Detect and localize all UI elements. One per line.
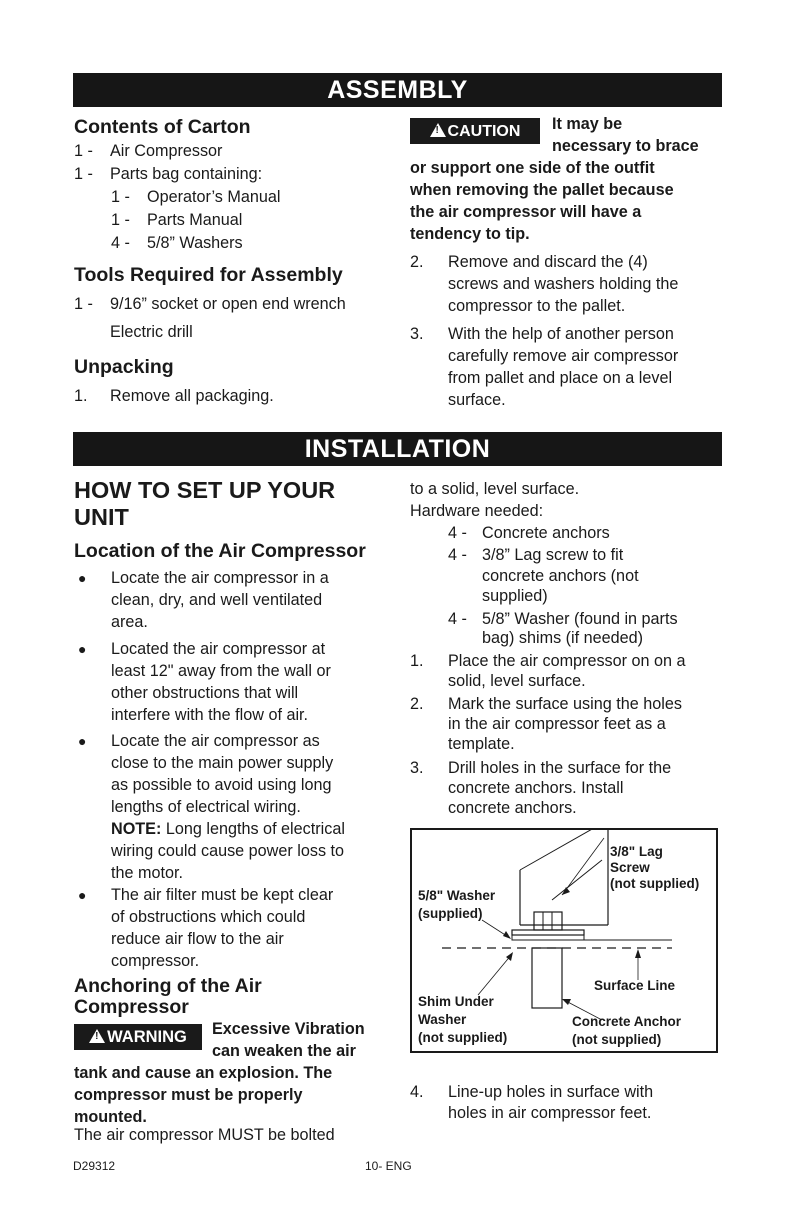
caution-badge: !CAUTION [410,118,540,144]
bullet-3-line-1: Locate the air compressor as [111,732,320,750]
install-step-3-line-3: concrete anchors. [448,799,577,817]
tools-heading: Tools Required for Assembly [74,264,343,286]
label-lag-screw-3: (not supplied) [610,876,700,891]
contents-heading: Contents of Carton [74,116,251,138]
bullet-2-line-3: other obstructions that will [111,684,299,702]
right-line-1: to a solid, level surface. [410,480,580,498]
label-shim-2: Washer [418,1012,467,1027]
install-step-3-line-2: concrete anchors. Install [448,779,624,797]
label-washer-1: 5/8" Washer [418,888,496,903]
label-shim-3: (not supplied) [418,1030,508,1045]
bullet-3-dot: ● [78,733,87,749]
warning-text-5: mounted. [74,1108,147,1126]
install-step-1: 1. Place the air compressor on on a [410,652,686,670]
bullet-1-dot: ● [78,570,87,586]
caution-text-2: necessary to brace [552,137,699,155]
bullet-2-line-4: interfere with the flow of air. [111,706,309,724]
bolted-line: The air compressor MUST be bolted [74,1126,335,1144]
bullet-1-line-3: area. [111,613,148,631]
assembly-step-3-line-4: surface. [448,391,506,409]
footer-doc-id: D29312 [73,1159,116,1173]
warning-text-3: tank and cause an explosion. The [74,1064,333,1082]
install-step-4: 4. Line-up holes in surface with [410,1083,654,1101]
note-line-2: wiring could cause power loss to [111,842,345,860]
install-step-3: 3. Drill holes in the surface for the [410,759,672,777]
bag-item-3: 4 - 5/8” Washers [111,234,243,252]
warning-text-2: can weaken the air [212,1042,356,1060]
warning-text-4: compressor must be properly [74,1086,303,1104]
contents-item-2: 1 - Parts bag containing: [74,165,263,183]
right-line-2: Hardware needed: [410,502,544,520]
install-step-4-line-2: holes in air compressor feet. [448,1104,652,1122]
warning-badge: !WARNING [74,1024,202,1050]
bullet-1-line-1: Locate the air compressor in a [111,569,329,587]
bullet-2-dot: ● [78,641,87,657]
setup-title-2: UNIT [74,504,129,530]
assembly-step-3: 3. With the help of another person [410,325,674,343]
warning-text-1: Excessive Vibration [212,1020,365,1038]
anchoring-heading-1: Anchoring of the Air [74,975,262,997]
label-anchor-1: Concrete Anchor [572,1014,682,1029]
unpacking-heading: Unpacking [74,356,174,378]
anchoring-heading-2: Compressor [74,996,189,1018]
warning-triangle-icon [430,123,446,137]
install-step-2: 2. Mark the surface using the holes [410,695,682,713]
tools-item-2: Electric drill [110,323,193,341]
install-step-2-line-2: in the air compressor feet as a [448,715,666,733]
label-anchor-2: (not supplied) [572,1032,662,1047]
assembly-step-2-line-3: compressor to the pallet. [448,297,626,315]
install-step-1-line-2: solid, level surface. [448,672,586,690]
hardware-3-line-2: bag) shims (if needed) [482,629,644,647]
unpacking-step-1: 1. Remove all packaging. [74,387,274,405]
setup-title-1: HOW TO SET UP YOUR [74,477,336,503]
note-line-1: NOTE: Long lengths of electrical [111,820,345,838]
assembly-banner: ASSEMBLY [73,73,722,107]
bullet-4-line-4: compressor. [111,952,200,970]
label-lag-screw-1: 3/8" Lag [610,844,663,859]
bullet-2-line-1: Located the air compressor at [111,640,326,658]
install-step-2-line-3: template. [448,735,515,753]
assembly-step-2: 2. Remove and discard the (4) [410,253,648,271]
hardware-2-line-3: supplied) [482,587,548,605]
label-surface-line: Surface Line [594,978,676,993]
hardware-2-line-2: concrete anchors (not [482,567,639,585]
tools-item-1: 1 - 9/16” socket or open end wrench [74,295,346,313]
label-shim-1: Shim Under [418,994,494,1009]
caution-text-3: or support one side of the outfit [410,159,655,177]
bullet-4-line-2: of obstructions which could [111,908,306,926]
bullet-4-dot: ● [78,887,87,903]
bullet-2-line-2: least 12" away from the wall or [111,662,331,680]
installation-banner: INSTALLATION [73,432,722,466]
bullet-1-line-2: clean, dry, and well ventilated [111,591,323,609]
contents-item-1: 1 - Air Compressor [74,142,223,160]
bullet-4-line-1: The air filter must be kept clear [111,886,334,904]
caution-text-5: the air compressor will have a [410,203,642,221]
assembly-step-3-line-3: from pallet and place on a level [448,369,673,387]
hardware-1: 4 - Concrete anchors [448,524,610,542]
assembly-step-2-line-2: screws and washers holding the [448,275,679,293]
bag-item-1: 1 - Operator’s Manual [111,188,281,206]
warning-triangle-icon [89,1029,105,1043]
bullet-3-line-2: close to the main power supply [111,754,334,772]
label-lag-screw-2: Screw [610,860,650,875]
caution-text-4: when removing the pallet because [410,181,674,199]
label-washer-2: (supplied) [418,906,483,921]
assembly-step-3-line-2: carefully remove air compressor [448,347,679,365]
caution-text-6: tendency to tip. [410,225,530,243]
hardware-3: 4 - 5/8” Washer (found in parts [448,610,678,628]
bag-item-2: 1 - Parts Manual [111,211,243,229]
caution-text-1: It may be [552,115,623,133]
bullet-4-line-3: reduce air flow to the air [111,930,284,948]
bullet-3-line-4: lengths of electrical wiring. [111,798,301,816]
footer-page-number: 10- ENG [365,1159,412,1173]
anchor-diagram [410,828,718,1053]
note-line-3: the motor. [111,864,183,882]
hardware-2: 4 - 3/8” Lag screw to fit [448,546,624,564]
location-heading: Location of the Air Compressor [74,540,366,562]
bullet-3-line-3: as possible to avoid using long [111,776,332,794]
